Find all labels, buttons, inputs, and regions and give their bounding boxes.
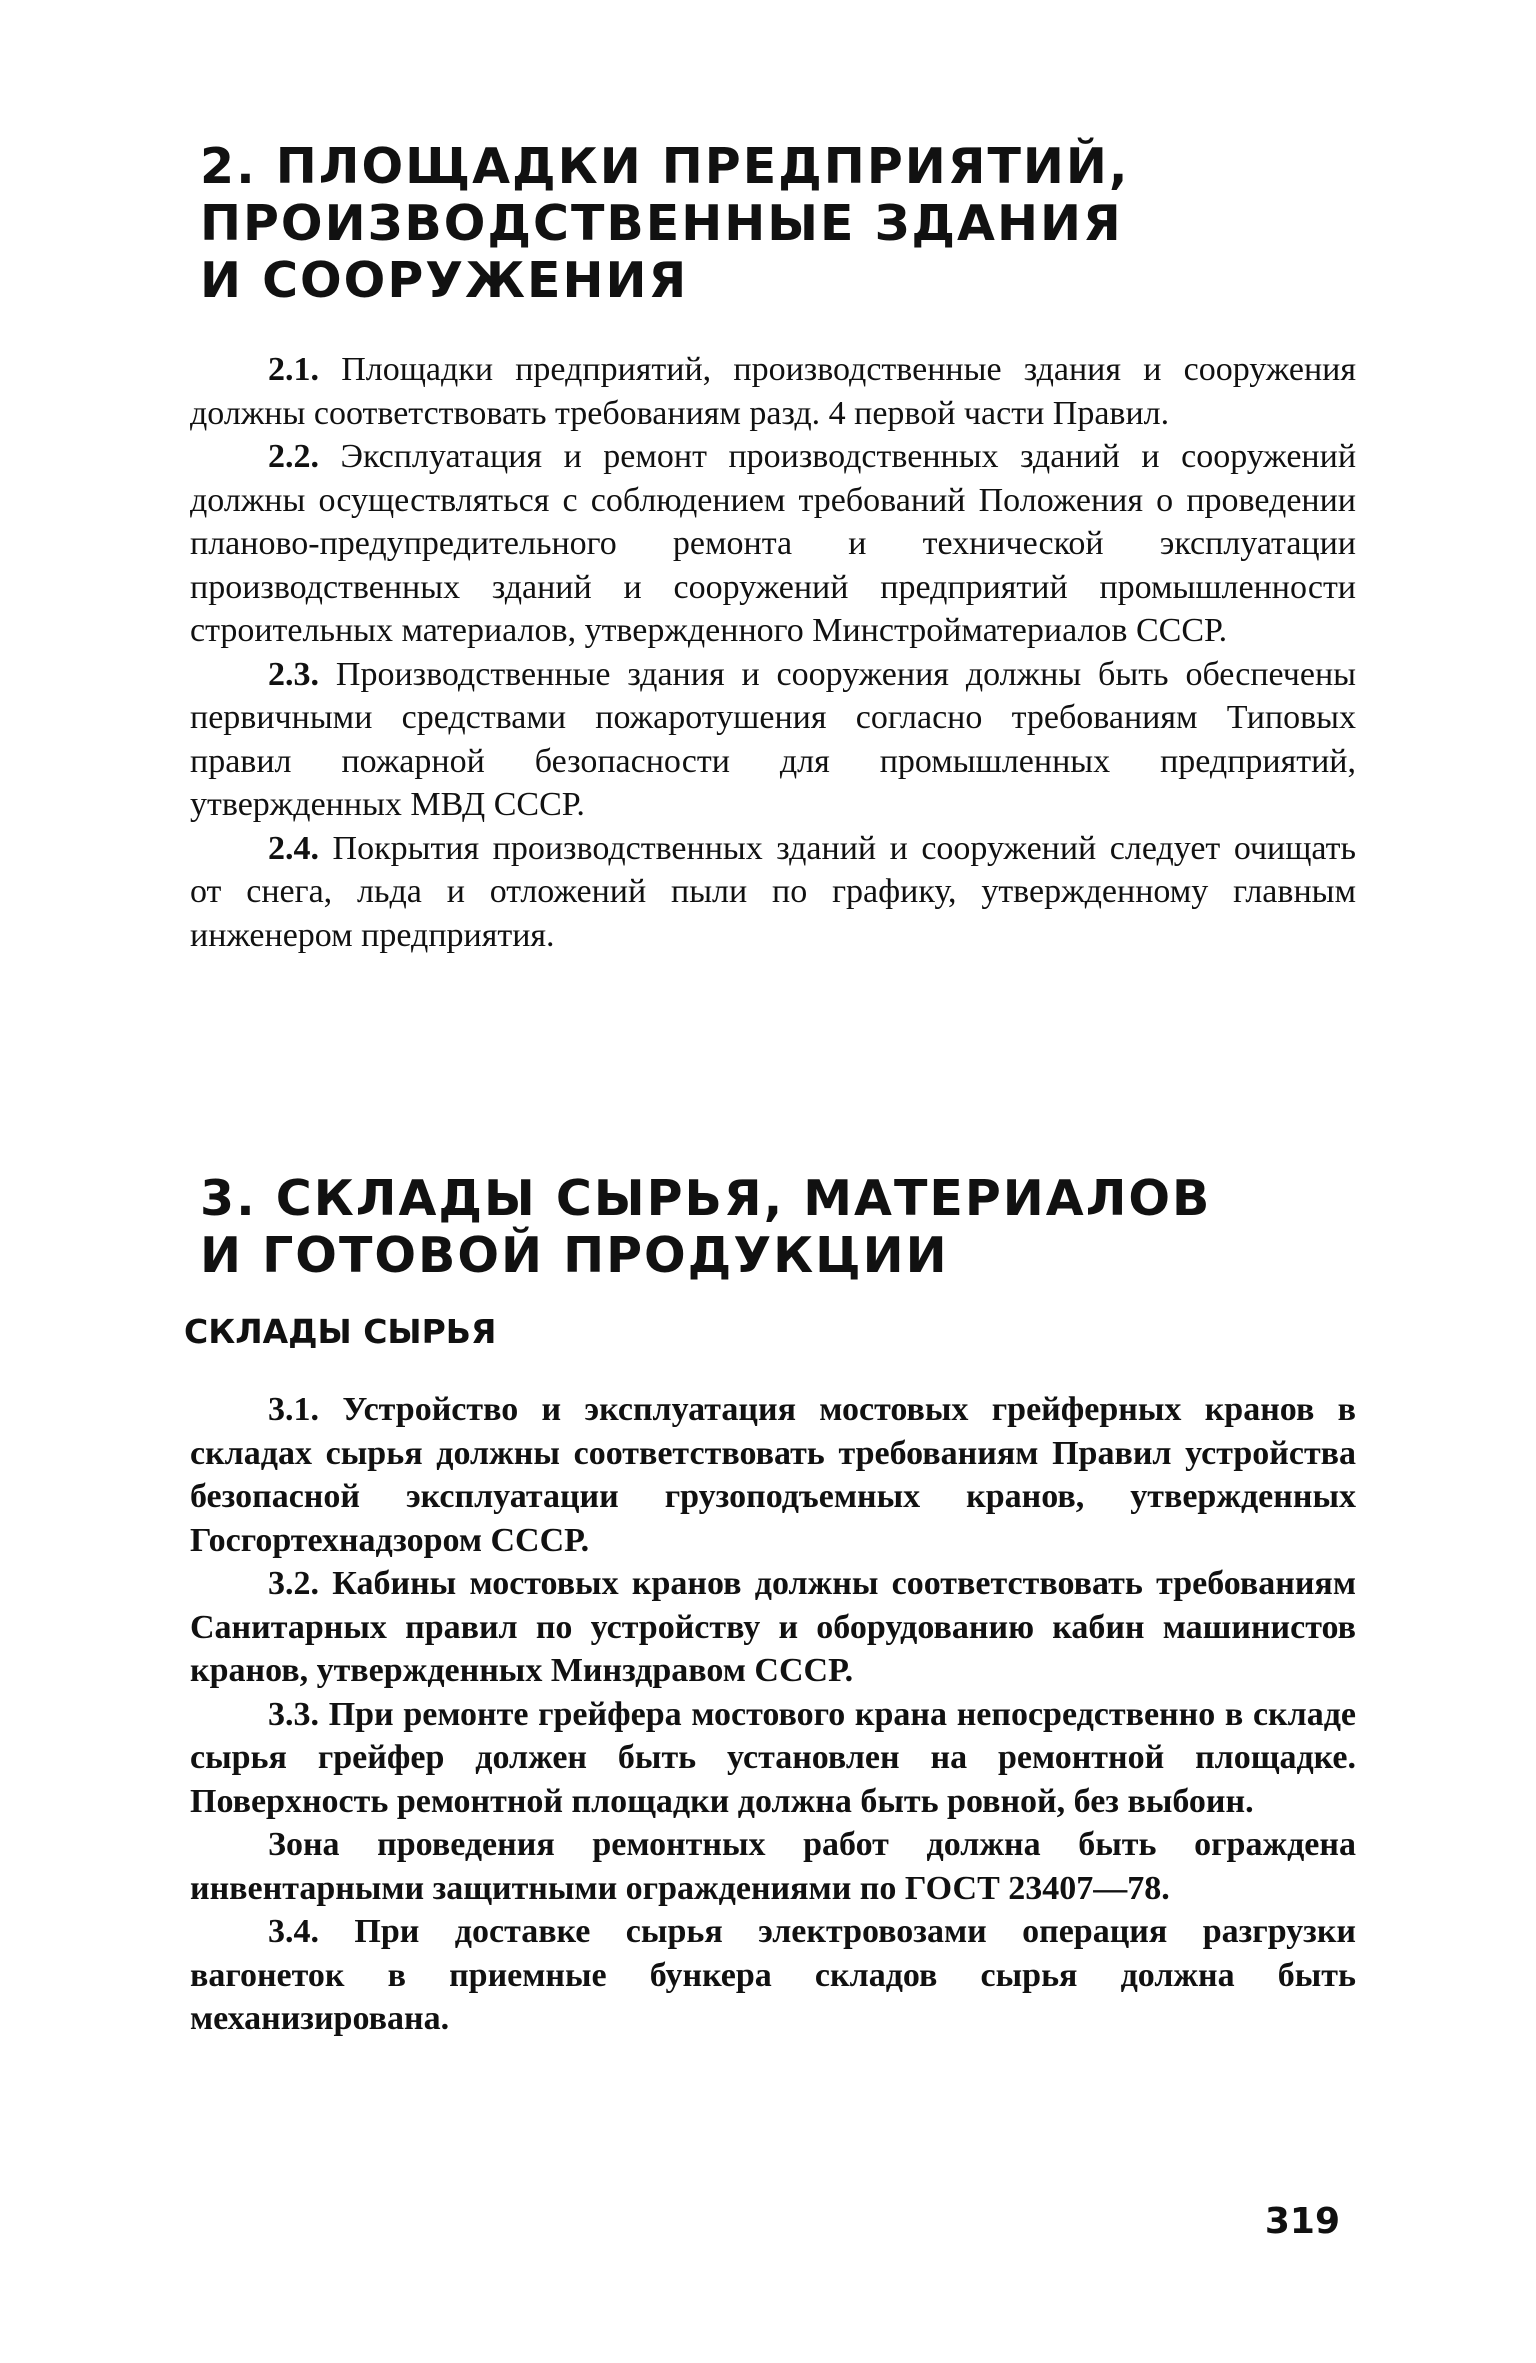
- paragraph-3-3: [190, 1693, 1356, 1824]
- paragraph-3-1: [190, 1388, 1356, 1562]
- section-2-heading-line: ПРОИЗВОДСТВЕННЫЕ ЗДАНИЯ: [200, 195, 1123, 252]
- paragraph-number: 2.4.: [268, 829, 319, 867]
- paragraph-number: 3.4.: [268, 1913, 319, 1950]
- paragraph-3-3-continued: [190, 1823, 1356, 1910]
- section-2-heading: [200, 138, 1130, 309]
- section-2-body: [190, 348, 1356, 957]
- paragraph-text: Кабины мостовых кранов должны соответствовать требованиям Санитарных правил по устройству и оборудованию кабин машинистов кранов, утвержденных Минздравом СССР.: [190, 1565, 1356, 1689]
- paragraph-2-4: [190, 827, 1356, 958]
- paragraph-text: Производственные здания и сооружения должны быть обеспечены первичными средствами пожаротушения согласно требованиям Типовых правил пожарной безопасности для промышленных предприятий, утвержденных МВД СССР.: [190, 655, 1357, 823]
- page-number: 319: [1264, 2201, 1340, 2242]
- section-2-heading-line: И СООРУЖЕНИЯ: [200, 252, 689, 309]
- paragraph-3-2: [190, 1562, 1356, 1693]
- paragraph-number: 2.1.: [268, 351, 319, 388]
- section-3-heading-line: 3. СКЛАДЫ СЫРЬЯ, МАТЕРИАЛОВ: [200, 1170, 1212, 1227]
- paragraph-3-4: [190, 1910, 1356, 2041]
- paragraph-2-1: [190, 348, 1356, 435]
- paragraph-2-2: [190, 435, 1356, 653]
- paragraph-number: 2.2.: [268, 438, 319, 475]
- paragraph-2-3: [190, 653, 1356, 827]
- paragraph-text: При доставке сырья электровозами операция разгрузки вагонеток в приемные бункера складов сырья должна быть механизирована.: [190, 1913, 1357, 2037]
- section-3-heading: [200, 1170, 1211, 1284]
- section-2-heading-line: 2. ПЛОЩАДКИ ПРЕДПРИЯТИЙ,: [200, 138, 1130, 195]
- paragraph-number: 3.2.: [268, 1565, 319, 1602]
- paragraph-text: Покрытия производственных зданий и сооружений следует очищать от снега, льда и отложений пыли по графику, утвержденному главным инженером предприятия.: [190, 829, 1356, 954]
- paragraph-text: Зона проведения ремонтных работ должна быть ограждена инвентарными защитными ограждениями по ГОСТ 23407—78.: [190, 1826, 1356, 1907]
- paragraph-text: Эксплуатация и ремонт производственных зданий и сооружений должны осуществляться с соблюдением требований Положения о проведении планово-предупредительного ремонта и технической эксплуатации производственных зданий и сооружений предприятий промышленности строительных материалов, утвержденного Минстройматериалов СССР.: [190, 438, 1357, 649]
- paragraph-text: Устройство и эксплуатация мостовых грейферных кранов в складах сырья должны соответствовать требованиям Правил устройства безопасной эксплуатации грузоподъемных кранов, утвержденных Госгортехнадзором СССР.: [190, 1391, 1356, 1559]
- raw-materials-subheading: СКЛАДЫ СЫРЬЯ: [184, 1312, 497, 1351]
- paragraph-number: 3.3.: [268, 1695, 319, 1733]
- section-3-heading-line: И ГОТОВОЙ ПРОДУКЦИИ: [200, 1227, 949, 1284]
- paragraph-number: 3.1.: [268, 1391, 319, 1428]
- paragraph-text: При ремонте грейфера мостового крана непосредственно в складе сырья грейфер должен быть установлен на ремонтной площадке. Поверхность ремонтной площадки должна быть ровной, без выбоин.: [190, 1695, 1356, 1820]
- paragraph-text: Площадки предприятий, производственные здания и сооружения должны соответствовать требованиям разд. 4 первой части Правил.: [190, 351, 1356, 432]
- section-3-body: [190, 1388, 1356, 2041]
- paragraph-number: 2.3.: [268, 655, 319, 693]
